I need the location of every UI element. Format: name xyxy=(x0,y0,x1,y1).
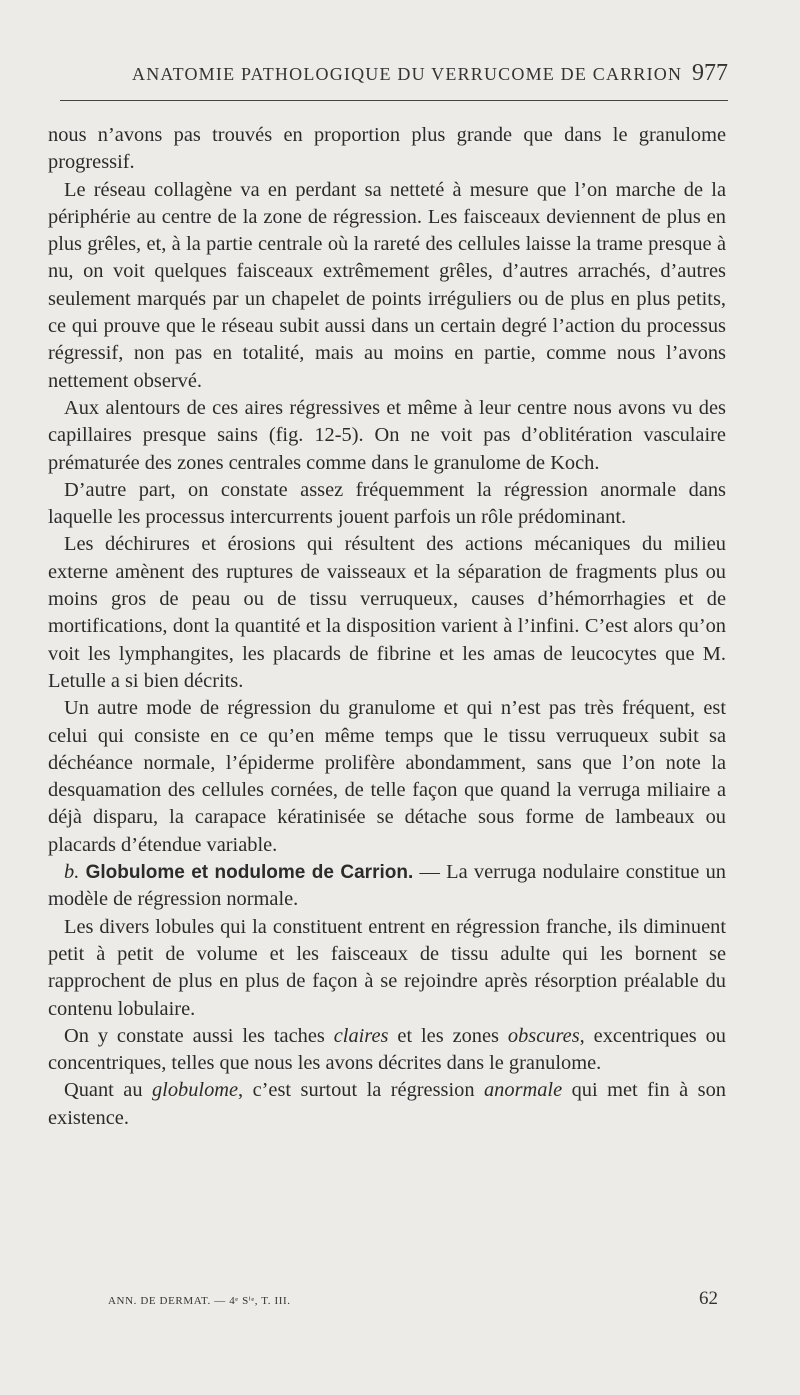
body-text xyxy=(48,122,726,1132)
paragraph: Aux alentours de ces aires régressives et même à leur centre nous avons vu des capillaires presque sains (fig. 12-5). On ne voit pas d’oblitération vasculaire prématurée des zones centrales comme dans le granulome de Koch. xyxy=(48,396,726,474)
header-rule xyxy=(60,100,728,101)
signature-mark: 62 xyxy=(699,1288,718,1309)
paragraph: nous n’avons pas trouvés en proportion plus grande que dans le granulome progressif. xyxy=(48,124,726,174)
text-run: et les zones xyxy=(388,1024,508,1047)
page-header xyxy=(60,60,728,90)
text-run: , excentriques ou concentriques, telles que nous les avons décrites dans le granulome. xyxy=(48,1024,726,1075)
paragraph: Le réseau collagène va en perdant sa netteté à mesure que l’on marche de la périphérie au centre de la zone de régression. Les faisceaux deviennent de plus en plus grêles, et, à la partie centrale où la rareté des cellules laisse la trame presque à nu, on voit quelques faisceaux extrêmement grêles, d’autres arrachés, d’autres seulement marqués par un chapelet de points irréguliers ou de plus en plus petits, ce qui prouve que le réseau subit aussi dans un certain degré l’action du processus régressif, non pas en totalité, mais au moins en partie, comme nous l’avons nettement observé. xyxy=(48,178,726,392)
emphasis: obscures xyxy=(507,1024,580,1047)
paragraph: Un autre mode de régression du granulome et qui n’est pas très fréquent, est celui qui consiste en ce qu’en même temps que le tissu verruqueux subit sa déchéance normale, l’épiderme prolifère abondamment, sans que l’on note la desquamation des cellules cornées, de telle façon que quand la verruga miliaire a déjà disparu, la carapace kératinisée se détache sous forme de lambeaux ou placards d’étendue variable. xyxy=(48,697,726,856)
emphasis: claires xyxy=(333,1024,389,1047)
section-label: b. xyxy=(64,861,80,884)
emphasis: globulome xyxy=(151,1079,239,1102)
paragraph xyxy=(48,1077,726,1132)
journal-reference: ANN. DE DERMAT. — 4ᵉ Sⁱᵉ, T. III. xyxy=(108,1295,291,1307)
text-run: Quant au xyxy=(64,1079,152,1102)
paragraph: D’autre part, on constate assez fréquemment la régression anormale dans laquelle les processus intercurrents jouent parfois un rôle prédominant. xyxy=(48,478,726,529)
paragraph: Les déchirures et érosions qui résultent des actions mécaniques du milieu externe amènent des ruptures de vaisseaux et la séparation de fragments plus ou moins gros de peau ou de tissu verruqueux, causes d’hémorrhagies et de mortifications, dont la quantité et la disposition varient à l’infini. C’est alors qu’on voit les lymphangites, les placards de fibrine et les amas de leucocytes que M. Letulle a si bien décrits. xyxy=(48,533,726,692)
emphasis: anormale xyxy=(483,1079,563,1102)
text-run: qui met fin à son existence. xyxy=(48,1079,726,1129)
running-title: ANATOMIE PATHOLOGIQUE DU VERRUCOME DE CARRION xyxy=(132,64,683,84)
text-run: On y constate aussi les taches xyxy=(64,1024,334,1047)
page-number: 977 xyxy=(692,60,728,86)
section-title: Globulome et nodulome de Carrion. xyxy=(85,862,414,884)
paragraph: Les divers lobules qui la constituent entrent en régression franche, ils diminuent petit à petit de volume et les faisceaux de tissu adulte qui les bornent se rapprochent de plus en plus de façon à se rejoindre après résorption préalable du contenu lobulaire. xyxy=(48,915,726,1020)
section-paragraph xyxy=(48,859,726,914)
text-run: , c’est surtout la régression xyxy=(238,1079,484,1102)
section-text: — La verruga nodulaire constitue un modèle de régression normale. xyxy=(48,861,726,911)
paragraph xyxy=(48,1023,726,1078)
page-footer xyxy=(60,1288,728,1318)
